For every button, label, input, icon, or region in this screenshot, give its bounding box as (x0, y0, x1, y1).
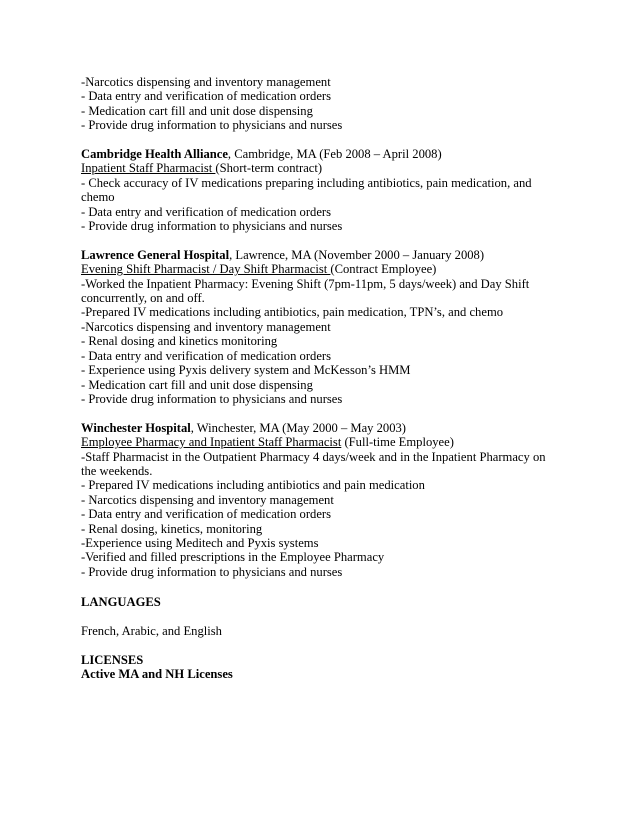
employer-name: Winchester Hospital (81, 420, 191, 435)
job-title: Evening Shift Pharmacist / Day Shift Pharmacist (81, 262, 331, 277)
duty-item: - Check accuracy of IV medications preparing including antibiotics, pain medication, and chemo (81, 175, 532, 205)
job-header (81, 147, 561, 161)
duty-item: - Narcotics dispensing and inventory management (81, 492, 334, 507)
job-location-dates: , Lawrence, MA (November 2000 – January 2008) (229, 247, 485, 262)
job-lawrence (81, 248, 561, 406)
job-winchester (81, 421, 561, 579)
resume-page (81, 75, 561, 682)
job-title: Inpatient Staff Pharmacist (81, 161, 216, 176)
languages-section (81, 595, 561, 638)
duty-item: - Data entry and verification of medication orders (81, 507, 332, 522)
duty-item: - Prepared IV medications including antibiotics and pain medication (81, 478, 425, 493)
languages-text: French, Arabic, and English (81, 623, 222, 638)
job-employment-type: (Contract Employee) (330, 262, 437, 277)
job-title-line (81, 435, 561, 449)
job-title-line (81, 161, 561, 175)
duty-item: -Worked the Inpatient Pharmacy: Evening Shift (7pm-11pm, 5 days/week) and Day Shift concurrently, on and off. (81, 276, 530, 306)
duty-item: - Provide drug information to physicians and nurses (81, 564, 343, 579)
job-header (81, 248, 561, 262)
duty-item: - Medication cart fill and unit dose dispensing (81, 377, 313, 392)
job-cambridge (81, 147, 561, 233)
licenses-section (81, 653, 561, 682)
languages-heading: LANGUAGES (81, 595, 161, 610)
duty-item: - Renal dosing and kinetics monitoring (81, 334, 278, 349)
job-title: Employee Pharmacy and Inpatient Staff Pharmacist (81, 435, 342, 450)
job-header (81, 421, 561, 435)
duty-item: - Provide drug information to physicians and nurses (81, 118, 343, 133)
duty-item: -Staff Pharmacist in the Outpatient Pharmacy 4 days/week and in the Inpatient Pharmacy on the weekends. (81, 449, 546, 478)
duty-item: - Provide drug information to physicians and nurses (81, 391, 343, 406)
duty-item: - Data entry and verification of medication orders (81, 204, 332, 219)
previous-job-duties (81, 75, 561, 133)
duty-item: -Prepared IV medications including antibiotics, pain medication, TPN’s, and chemo (81, 305, 504, 320)
job-location-dates: , Winchester, MA (May 2000 – May 2003) (190, 420, 407, 435)
duty-item: - Medication cart fill and unit dose dispensing (81, 103, 313, 118)
duty-item: - Data entry and verification of medication orders (81, 89, 332, 104)
job-employment-type: (Short-term contract) (215, 161, 323, 176)
job-location-dates: , Cambridge, MA (Feb 2008 – April 2008) (227, 147, 442, 162)
duty-item: - Data entry and verification of medication orders (81, 348, 332, 363)
licenses-text: Active MA and NH Licenses (81, 667, 233, 682)
duty-item: - Provide drug information to physicians and nurses (81, 219, 343, 234)
duty-item: - Experience using Pyxis delivery system and McKesson’s HMM (81, 363, 411, 378)
duty-item: -Narcotics dispensing and inventory management (81, 319, 331, 334)
employer-name: Cambridge Health Alliance (81, 147, 228, 162)
licenses-heading: LICENSES (81, 652, 144, 667)
duty-item: -Experience using Meditech and Pyxis systems (81, 535, 319, 550)
duty-item: -Narcotics dispensing and inventory management (81, 75, 331, 89)
employer-name: Lawrence General Hospital (81, 247, 230, 262)
duty-item: -Verified and filled prescriptions in the Employee Pharmacy (81, 550, 385, 565)
job-employment-type: (Full-time Employee) (341, 435, 454, 450)
duty-item: - Renal dosing, kinetics, monitoring (81, 521, 263, 536)
job-title-line (81, 262, 561, 276)
